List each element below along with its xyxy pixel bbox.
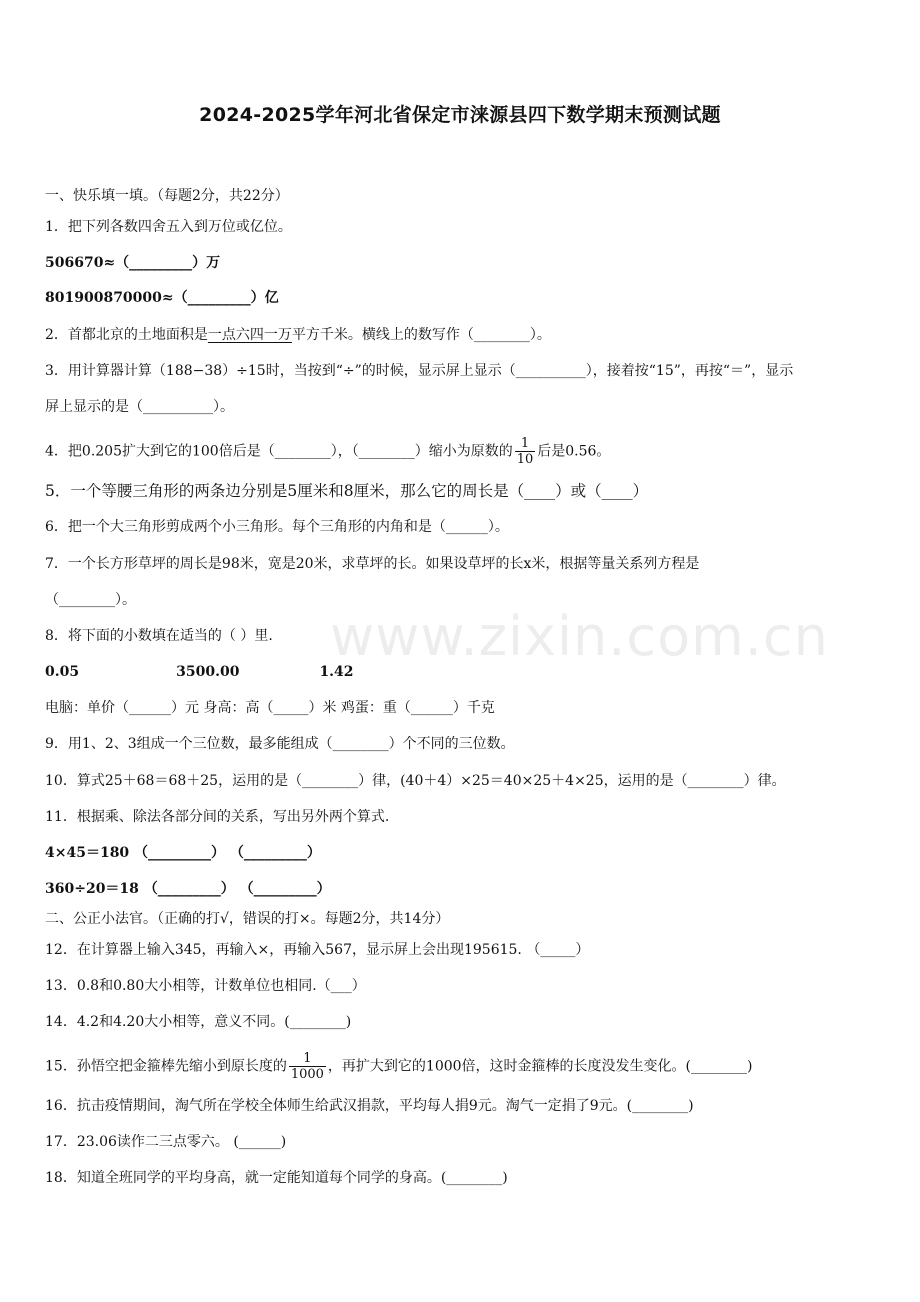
q11-stem: 11．根据乘、除法各部分间的关系，写出另外两个算式. <box>45 809 390 825</box>
section2-header: 二、公正小法官。（正确的打√，错误的打×。每题2分，共14分） <box>45 911 450 927</box>
q16: 16．抗击疫情期间，淘气所在学校全体师生给武汉捐款，平均每人捐9元。淘气一定捐了9元。(________) <box>45 1098 694 1114</box>
q18: 18．知道全班同学的平均身高，就一定能知道每个同学的身高。(________) <box>45 1170 508 1186</box>
q15-fraction <box>289 1051 326 1082</box>
q5: 5．一个等腰三角形的两条边分别是5厘米和8厘米，那么它的周长是（____）或（____） <box>45 482 649 500</box>
q4-post: 后是0.56。 <box>537 443 611 460</box>
q2-underlined: 一点六四一万 <box>207 327 292 343</box>
q4-pre: 4．把0.205扩大到它的100倍后是（________），（________）缩小为原数的 <box>45 443 513 460</box>
q15-post: ，再扩大到它的1000倍，这时金箍棒的长度没发生变化。(________) <box>327 1058 753 1075</box>
q7-line1: 7．一个长方形草坪的周长是98米，宽是20米，求草坪的长。如果设草坪的长x米，根据等量关系列方程是 <box>45 556 700 572</box>
q12: 12．在计算器上输入345，再输入×，再输入567，显示屏上会出现195615. （_____） <box>45 942 590 958</box>
q2-pre: 2．首都北京的土地面积是 <box>45 327 208 343</box>
q4 <box>45 436 610 467</box>
q3-line2: 屏上显示的是（__________）。 <box>45 399 234 415</box>
q10: 10．算式25＋68＝68＋25，运用的是（________）律，(40＋4）×25＝40×25＋4×25，运用的是（________）律。 <box>45 773 786 789</box>
section1-header: 一、快乐填一填。（每题2分，共22分） <box>45 188 289 204</box>
q8-number-2: 3500.00 <box>176 664 240 680</box>
q8-stem: 8．将下面的小数填在适当的（ ）里. <box>45 628 273 644</box>
q8-blanks: 电脑：单价（______）元 身高：高（_____）米 鸡蛋：重（______）千克 <box>45 700 495 716</box>
q1-a: 506670≈（_________）万 <box>45 255 221 271</box>
q2 <box>45 325 551 345</box>
q14: 14．4.2和4.20大小相等，意义不同。(________) <box>45 1014 352 1030</box>
q13: 13．0.8和0.80大小相等，计数单位也相同.（___） <box>45 978 366 994</box>
q8-number-3: 1.42 <box>319 664 354 680</box>
q1-stem: 1．把下列各数四舍五入到万位或亿位。 <box>45 219 292 235</box>
q2-post: 平方千米。横线上的数写作（________）。 <box>291 327 551 343</box>
q1-b: 801900870000≈（_________）亿 <box>45 290 279 306</box>
q15-pre: 15．孙悟空把金箍棒先缩小到原长度的 <box>45 1058 287 1075</box>
q7-line2: （________）。 <box>45 592 136 608</box>
q11-a: 4×45＝180 （_________） （_________） <box>45 845 321 861</box>
q11-b: 360÷20＝18 （_________） （_________） <box>45 881 331 897</box>
q4-fraction <box>515 436 536 467</box>
q3-line1: 3．用计算器计算（188−38）÷15时，当按到“÷”的时候，显示屏上显示（__________），接着按“15”，再按“＝”，显示 <box>45 363 794 379</box>
q8-number-1: 0.05 <box>45 664 80 680</box>
q15-frac-den: 1000 <box>290 1067 324 1082</box>
q15-frac-num: 1 <box>303 1051 312 1066</box>
q17: 17．23.06读作二三点零六。 (______) <box>45 1134 287 1150</box>
q9: 9．用1、2、3组成一个三位数，最多能组成（________）个不同的三位数。 <box>45 736 515 752</box>
q4-frac-num: 1 <box>520 436 530 451</box>
page-title: 2024-2025学年河北省保定市涞源县四下数学期末预测试题 <box>199 104 721 126</box>
q6: 6．把一个大三角形剪成两个小三角形。每个三角形的内角和是（______）。 <box>45 519 509 535</box>
watermark: www.zixin.com.cn <box>330 605 829 668</box>
q4-frac-den: 10 <box>516 452 534 467</box>
q8-numbers <box>45 662 354 682</box>
q15 <box>45 1051 752 1082</box>
